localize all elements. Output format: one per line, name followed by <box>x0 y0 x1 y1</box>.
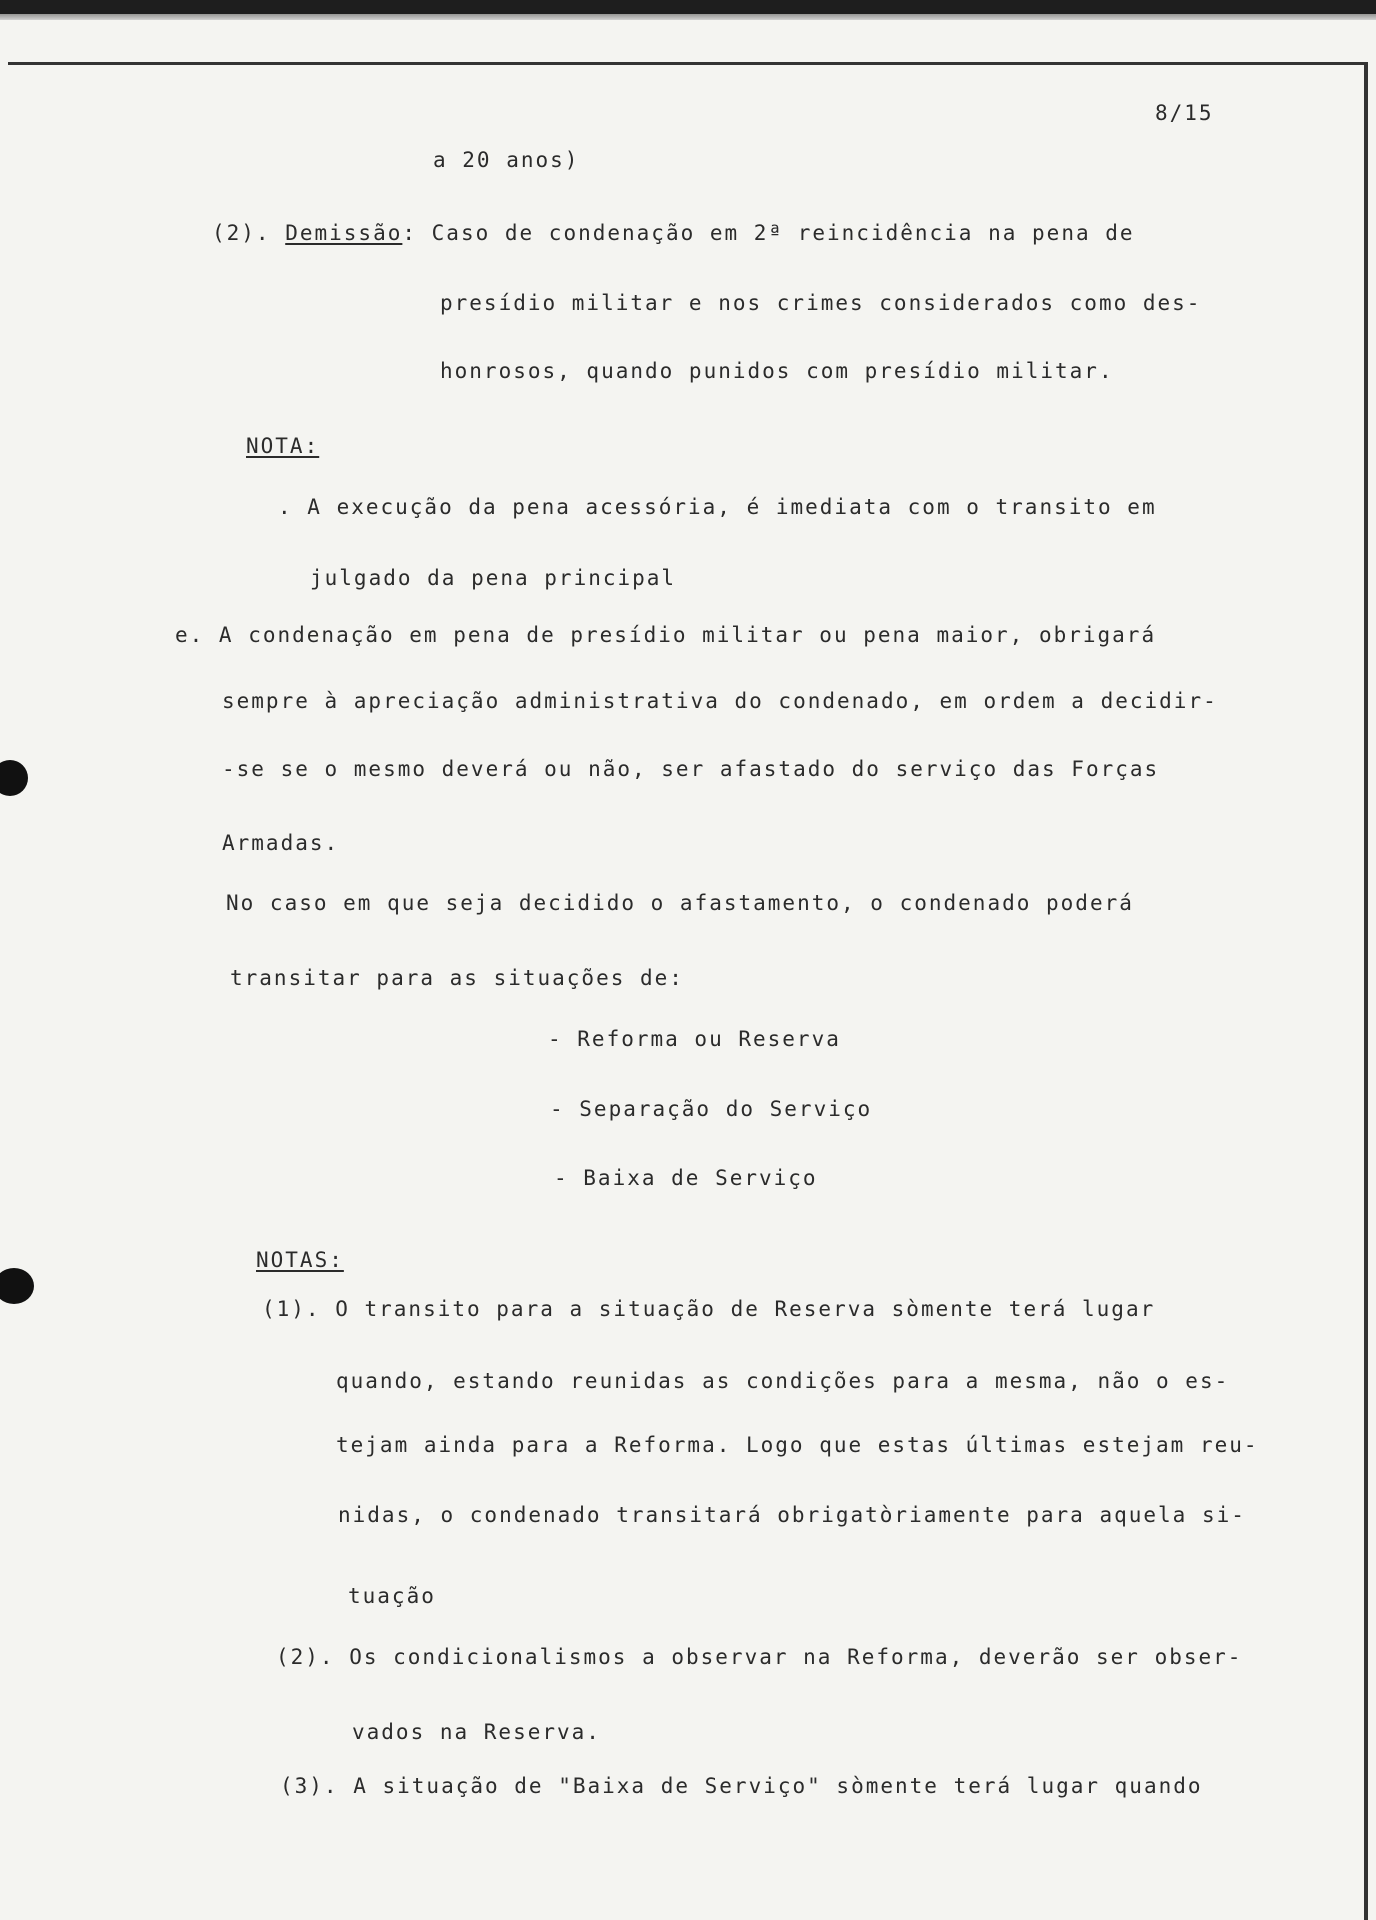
list-item: - Baixa de Serviço <box>554 1166 818 1190</box>
text-line: sempre à apreciação administrativa do condenado, em ordem a decidir- <box>222 689 1218 713</box>
list-item: - Separação do Serviço <box>550 1097 873 1121</box>
text-line: nidas, o condenado transitará obrigatòriamente para aquela si- <box>338 1503 1246 1527</box>
notas-heading: NOTAS: <box>256 1248 344 1272</box>
nota-heading: NOTA: <box>246 434 320 458</box>
text-line: e. A condenação em pena de presídio militar ou pena maior, obrigará <box>175 623 1157 647</box>
item-number: (2). <box>212 221 286 245</box>
text-line: honrosos, quando punidos com presídio militar. <box>440 359 1114 383</box>
text-line: tejam ainda para a Reforma. Logo que estas últimas estejam reu- <box>336 1433 1259 1457</box>
text-line: (3). A situação de "Baixa de Serviço" sòmente terá lugar quando <box>280 1774 1203 1798</box>
text-line: Armadas. <box>222 831 340 855</box>
text-line: . A execução da pena acessória, é imediata com o transito em <box>278 495 1157 519</box>
text-line: quando, estando reunidas as condições para a mesma, não o es- <box>336 1369 1230 1393</box>
text-line: tuação <box>348 1584 436 1608</box>
scan-top-edge <box>0 0 1376 14</box>
text-line: presídio militar e nos crimes considerados como des- <box>440 291 1202 315</box>
text-line: julgado da pena principal <box>310 566 677 590</box>
punch-hole-lower <box>0 1268 34 1304</box>
item-text: : Caso de condenação em 2ª reincidência na pena de <box>402 221 1135 245</box>
list-item: - Reforma ou Reserva <box>548 1027 841 1051</box>
text-line: vados na Reserva. <box>352 1720 601 1744</box>
text-line: (2). Os condicionalismos a observar na Reforma, deverão ser obser- <box>276 1645 1243 1669</box>
text-line: No caso em que seja decidido o afastamento, o condenado poderá <box>226 891 1134 915</box>
page-number: 8/15 <box>1155 101 1214 125</box>
text-line <box>212 220 1135 246</box>
text-line: transitar para as situações de: <box>230 966 684 990</box>
text-line: -se se o mesmo deverá ou não, ser afastado do serviço das Forças <box>222 757 1160 781</box>
text-line: (1). O transito para a situação de Reserva sòmente terá lugar <box>262 1297 1156 1321</box>
page-border-right <box>1364 62 1368 1920</box>
text-line: a 20 anos) <box>433 148 580 172</box>
term-underlined: Demissão <box>285 221 403 245</box>
scan-top-shadow <box>0 14 1376 20</box>
page-border-top <box>8 62 1368 65</box>
punch-hole-upper <box>0 760 28 796</box>
